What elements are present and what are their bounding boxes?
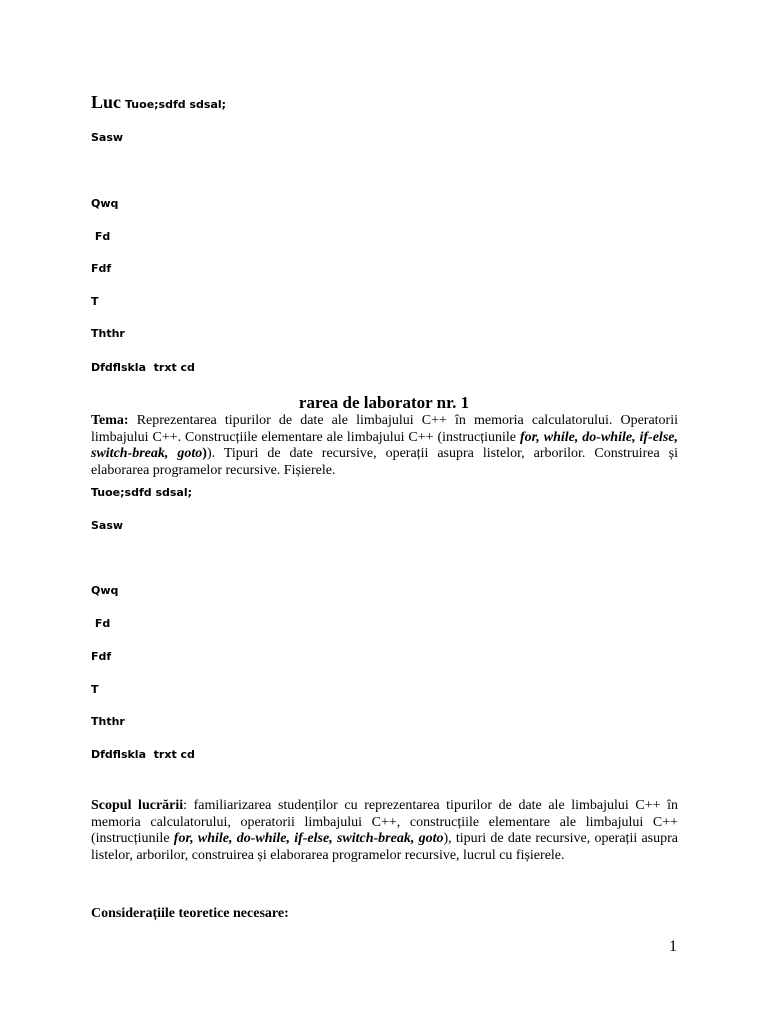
middle-line-4: Fdf — [91, 650, 112, 663]
header-first-line — [91, 92, 226, 113]
tema-text-2: ). Tipuri de date recursive, operații asupra listelor, arborilor. Construirea și elaborarea programelor recursive. Fișierele. — [91, 446, 678, 478]
tema-paragraph — [91, 413, 678, 479]
middle-line-5: T — [91, 683, 99, 696]
scopul-text-2: ), tipuri de date recursive, operații asupra listelor, arborilor, construirea și elaborarea programelor recursive, lucrul cu fișierele. — [91, 831, 678, 863]
page-number: 1 — [669, 938, 677, 955]
header-line-5: T — [91, 295, 99, 308]
luc-word: Luc — [91, 92, 122, 112]
middle-line-7: Dfdflskla trxt cd — [91, 748, 195, 761]
tema-label: Tema: — [91, 413, 129, 428]
scopul-paragraph — [91, 798, 678, 864]
lab-title: rarea de laborator nr. 1 — [298, 393, 470, 412]
header-line-7: Dfdflskla trxt cd — [91, 361, 195, 374]
middle-line-1: Sasw — [91, 519, 124, 532]
scopul-instructions: for, while, do-while, if-else, switch-break, goto — [173, 831, 444, 846]
tema-close-paren: ) — [202, 446, 207, 461]
middle-line-6: Ththr — [91, 715, 125, 728]
middle-line-3: Fd — [91, 617, 111, 630]
middle-line-2: Qwq — [91, 584, 119, 597]
tema-text-1: Reprezentarea tipurilor de date ale limbajului C++ în memoria calculatorului. Operatorii limbajului C++. Construcțiile elementare ale limbajului C++ (instrucțiunile — [91, 413, 678, 445]
middle-first-line: Tuoe;sdfd sdsal; — [91, 486, 193, 499]
header-line-3: Fd — [91, 230, 111, 243]
header-line-4: Fdf — [91, 262, 112, 275]
scopul-text-1: : familiarizarea studenților cu reprezentarea tipurilor de date ale limbajului C++ în memoria calculatorului, operatorii limbajului C++, construcțiile elementare ale limbajului C++ (instrucțiunile — [91, 798, 678, 846]
header-line-2: Qwq — [91, 197, 119, 210]
header-line-1: Sasw — [91, 131, 124, 144]
tema-instructions: for, while, do-while, if-else, switch-break, goto — [91, 429, 678, 461]
header-line-6: Ththr — [91, 327, 125, 340]
header-first-line-rest: Tuoe;sdfd sdsal; — [125, 98, 227, 111]
scopul-label: Scopul lucrării — [91, 798, 184, 813]
consideratii-heading: Considerațiile teoretice necesare: — [91, 906, 289, 921]
